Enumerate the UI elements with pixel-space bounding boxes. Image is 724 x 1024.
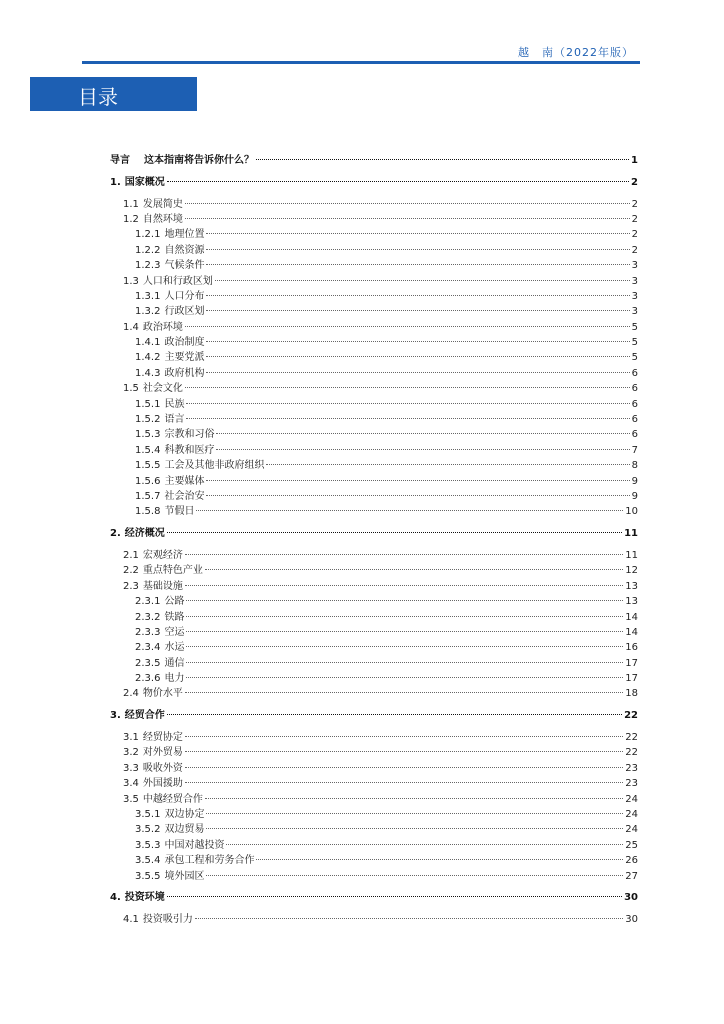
toc-entry-number: 3.4 [123,778,139,790]
toc-entry-number: 1.5.1 [135,398,161,410]
toc-entry-title: 通信 [164,657,185,669]
toc-entry-title: 主要党派 [164,352,205,364]
toc-entry-page: 22 [625,732,638,744]
toc-entry-number: 3.5 [123,793,139,805]
toc-entry[interactable] [110,640,638,655]
toc-entry[interactable] [110,175,638,190]
toc-entry-number: 2.3.2 [135,611,161,623]
header-title: 越 南（2022年版） [518,46,634,59]
toc-entry-number: 1.4.3 [135,367,161,379]
toc-entry-number: 2.4 [123,688,139,700]
toc-entry-title: 国家概况 [124,176,165,188]
toc-dot-leader [185,751,623,752]
toc-entry-page: 23 [625,762,638,774]
toc-entry-title: 自然资源 [164,244,205,256]
toc-dot-leader [185,692,623,693]
toc-entry-number: 3.5.2 [135,824,161,836]
toc-entry-title: 中国对越投资 [164,839,225,851]
toc-dot-leader [206,249,629,250]
toc-entry[interactable] [110,890,638,905]
toc-dot-leader [216,449,629,450]
toc-entry-number: 1.5.6 [135,475,161,487]
toc-dot-leader [206,813,623,814]
toc-entry[interactable] [110,350,638,365]
toc-entry-title: 吸收外资 [142,762,183,774]
toc-entry-title: 公路 [164,596,185,608]
toc-entry-title: 政治制度 [164,337,205,349]
toc-entry-number: 1.4 [123,321,139,333]
toc-entry-page: 30 [625,914,638,926]
toc-entry[interactable] [110,489,638,504]
toc-entry-number: 1.5.4 [135,444,161,456]
toc-entry-number: 1.5.5 [135,460,161,472]
toc-entry-page: 22 [625,747,638,759]
toc-entry-title: 水运 [164,642,185,654]
toc-entry-page: 2 [631,176,638,188]
toc-entry[interactable] [110,504,638,519]
toc-dot-leader [256,159,629,160]
toc-entry[interactable] [110,335,638,350]
toc-dot-leader [195,918,623,919]
toc-entry-title: 电力 [164,673,185,685]
toc-entry-title: 投资环境 [124,892,165,904]
toc-entry-page: 8 [631,460,638,472]
toc-dot-leader [186,418,629,419]
toc-entry[interactable] [110,243,638,258]
toc-entry-number: 导言 [110,155,130,166]
toc-entry-number: 2. [110,528,121,540]
toc-entry-title: 人口分布 [164,290,205,302]
toc-entry-title: 宗教和习俗 [164,429,215,441]
toc-dot-leader [185,782,623,783]
toc-dot-leader [185,387,630,388]
toc-entry-title: 人口和行政区划 [142,275,213,287]
toc-dot-leader [185,326,630,327]
toc-entry[interactable] [110,656,638,671]
toc-entry-title: 气候条件 [164,260,205,272]
toc-dot-leader [206,233,629,234]
toc-entry[interactable] [110,443,638,458]
toc-entry-number: 1.2.3 [135,260,161,272]
toc-entry-number: 3.3 [123,762,139,774]
toc-entry-number: 1.5.8 [135,506,161,518]
toc-entry[interactable] [110,594,638,609]
toc-entry[interactable] [110,745,638,760]
toc-dot-leader [186,600,623,601]
toc-dot-leader [205,798,623,799]
toc-entry-page: 7 [631,444,638,456]
toc-entry-number: 1. [110,176,121,188]
toc-entry-number: 1.5.2 [135,414,161,426]
toc-dot-leader [167,896,622,897]
toc-entry-page: 6 [631,398,638,410]
toc-entry-title: 经济概况 [124,528,165,540]
toc-dot-leader [186,631,623,632]
toc-entry-number: 3.5.1 [135,808,161,820]
toc-entry-number: 1.5.7 [135,490,161,502]
toc-entry-page: 2 [631,244,638,256]
toc-entry[interactable] [110,458,638,473]
toc-dot-leader [206,480,629,481]
toc-entry-title: 节假日 [164,506,195,518]
toc-entry[interactable] [110,912,638,927]
toc-entry-page: 3 [631,260,638,272]
toc-entry-page: 27 [625,870,638,882]
toc-entry-title: 行政区划 [164,306,205,318]
toc-entry[interactable] [110,381,638,396]
toc-entry-number: 2.3.6 [135,673,161,685]
toc-entry-page: 9 [631,490,638,502]
toc-entry-number: 3.5.5 [135,870,161,882]
toc-entry-number: 4.1 [123,914,139,926]
toc-entry[interactable] [110,853,638,868]
toc-entry-number: 1.4.2 [135,352,161,364]
toc-entry-title: 这本指南将告诉你什么？ [144,155,254,166]
toc-dot-leader [196,510,623,511]
toc-entry-title: 民族 [164,398,185,410]
toc-entry-title: 社会文化 [142,383,183,395]
toc-dot-leader [186,662,623,663]
toc-entry-page: 18 [625,688,638,700]
toc-dot-leader [216,433,629,434]
toc-entry-page: 6 [631,429,638,441]
toc-dot-leader [256,859,623,860]
toc-entry-page: 17 [625,673,638,685]
toc-entry-number: 2.3.5 [135,657,161,669]
toc-dot-leader [186,616,623,617]
toc-entry-page: 25 [625,839,638,851]
toc-entry-title: 承包工程和劳务合作 [164,855,255,867]
toc-entry-title: 地理位置 [164,229,205,241]
toc-entry-page: 2 [631,198,638,210]
toc-entry-page: 6 [631,367,638,379]
toc-entry-page: 24 [625,793,638,805]
toc-entry-page: 23 [625,778,638,790]
toc-entry-number: 3.1 [123,732,139,744]
toc-entry-page: 24 [625,824,638,836]
toc-entry-page: 11 [624,528,638,540]
toc-entry-page: 9 [631,475,638,487]
toc-entry-page: 1 [631,155,638,166]
toc-entry[interactable] [110,671,638,686]
toc-entry[interactable] [110,274,638,289]
toc-entry[interactable] [110,412,638,427]
toc-entry-title: 工会及其他非政府组织 [164,460,265,472]
toc-entry-title: 政治环境 [142,321,183,333]
toc-entry[interactable] [110,807,638,822]
toc-dot-leader [206,495,629,496]
toc-entry-number: 4. [110,892,121,904]
toc-dot-leader [206,875,623,876]
toc-entry-title: 发展简史 [142,198,183,210]
toc-entry[interactable] [110,366,638,381]
toc-entry[interactable] [110,320,638,335]
toc-entry-number: 3. [110,710,121,722]
toc-dot-leader [185,585,623,586]
toc-entry-title: 双边协定 [164,808,205,820]
toc-entry[interactable] [110,212,638,227]
toc-entry[interactable] [110,869,638,884]
toc-entry-number: 2.3 [123,580,139,592]
toc-entry[interactable] [110,792,638,807]
toc-entry[interactable] [110,427,638,442]
header-rule [82,61,640,64]
toc-dot-leader [167,532,622,533]
toc-dot-leader [206,372,629,373]
toc-entry-page: 30 [624,892,638,904]
toc-dot-leader [186,677,623,678]
toc-entry-page: 13 [625,596,638,608]
toc-entry[interactable] [110,289,638,304]
toc-dot-leader [186,646,623,647]
toc-entry[interactable] [110,563,638,578]
toc-dot-leader [206,356,629,357]
toc-entry-number: 1.3.1 [135,290,161,302]
toc-entry-page: 3 [631,290,638,302]
toc-entry[interactable] [110,838,638,853]
toc-entry-number: 3.5.3 [135,839,161,851]
toc-entry-title: 经贸合作 [124,710,165,722]
toc-dot-leader [167,181,629,182]
toc-entry-number: 1.3 [123,275,139,287]
toc-entry[interactable] [110,579,638,594]
toc-entry[interactable] [110,610,638,625]
toc-entry[interactable] [110,761,638,776]
toc-entry-title: 社会治安 [164,490,205,502]
toc-entry[interactable] [110,227,638,242]
toc-entry-number: 3.2 [123,747,139,759]
table-of-contents [110,153,638,927]
toc-entry-title: 外国援助 [142,778,183,790]
toc-entry-number: 1.5 [123,383,139,395]
toc-entry-number: 1.2.1 [135,229,161,241]
toc-entry-page: 2 [631,229,638,241]
toc-entry-page: 3 [631,275,638,287]
toc-entry-title: 经贸协定 [142,732,183,744]
toc-entry[interactable] [110,153,638,168]
toc-entry-page: 13 [625,580,638,592]
toc-entry-title: 自然环境 [142,213,183,225]
toc-entry-title: 空运 [164,626,185,638]
toc-entry[interactable] [110,258,638,273]
toc-dot-leader [206,828,623,829]
toc-entry-title: 对外贸易 [142,747,183,759]
toc-entry[interactable] [110,730,638,745]
toc-dot-leader [206,310,629,311]
toc-entry-title: 基础设施 [142,580,183,592]
toc-dot-leader [185,554,623,555]
toc-entry-page: 3 [631,306,638,318]
toc-entry-page: 16 [625,642,638,654]
toc-entry-number: 2.1 [123,549,139,561]
toc-entry-title: 投资吸引力 [142,914,193,926]
toc-entry[interactable] [110,526,638,541]
toc-entry-number: 2.3.1 [135,596,161,608]
toc-entry[interactable] [110,686,638,701]
toc-entry-page: 24 [625,808,638,820]
toc-entry-number: 2.3.4 [135,642,161,654]
toc-entry-title: 主要媒体 [164,475,205,487]
toc-entry-page: 2 [631,213,638,225]
toc-entry-page: 5 [631,321,638,333]
toc-dot-leader [206,341,629,342]
toc-entry[interactable] [110,548,638,563]
toc-dot-leader [206,264,629,265]
toc-entry-page: 14 [625,611,638,623]
toc-entry-number: 1.3.2 [135,306,161,318]
toc-entry[interactable] [110,625,638,640]
toc-entry-page: 6 [631,414,638,426]
toc-entry-number: 3.5.4 [135,855,161,867]
toc-entry[interactable] [110,304,638,319]
toc-entry[interactable] [110,822,638,837]
toc-entry-page: 14 [625,626,638,638]
toc-entry-title: 物价水平 [142,688,183,700]
toc-entry-title: 政府机构 [164,367,205,379]
toc-entry-title: 境外园区 [164,870,205,882]
toc-entry-number: 2.3.3 [135,626,161,638]
toc-entry[interactable] [110,708,638,723]
toc-entry-page: 5 [631,337,638,349]
toc-dot-leader [215,280,630,281]
toc-entry-title: 双边贸易 [164,824,205,836]
toc-entry-number: 2.2 [123,565,139,577]
toc-dot-leader [206,295,629,296]
toc-entry-page: 6 [631,383,638,395]
toc-banner [30,77,197,111]
toc-entry-page: 22 [624,710,638,722]
toc-entry[interactable] [110,397,638,412]
toc-dot-leader [185,767,623,768]
toc-entry-number: 1.1 [123,198,139,210]
toc-entry-page: 11 [625,549,638,561]
toc-entry-title: 重点特色产业 [142,565,203,577]
toc-entry[interactable] [110,197,638,212]
toc-entry-number: 1.4.1 [135,337,161,349]
toc-dot-leader [185,218,630,219]
toc-banner-title: 目录 [78,85,118,109]
toc-entry-number: 1.2.2 [135,244,161,256]
toc-entry-number: 1.5.3 [135,429,161,441]
toc-entry-title: 中越经贸合作 [142,793,203,805]
toc-entry-page: 12 [625,565,638,577]
toc-entry-page: 5 [631,352,638,364]
toc-entry-number: 1.2 [123,213,139,225]
toc-entry-page: 17 [625,657,638,669]
toc-entry[interactable] [110,776,638,791]
toc-dot-leader [205,569,623,570]
toc-entry-title: 科教和医疗 [164,444,215,456]
toc-entry[interactable] [110,474,638,489]
toc-dot-leader [266,464,629,465]
toc-entry-title: 铁路 [164,611,185,623]
toc-entry-page: 10 [625,506,638,518]
toc-entry-title: 宏观经济 [142,549,183,561]
toc-dot-leader [185,203,630,204]
toc-dot-leader [167,714,622,715]
toc-dot-leader [226,844,623,845]
toc-dot-leader [185,736,623,737]
toc-dot-leader [186,403,629,404]
toc-entry-page: 26 [625,855,638,867]
toc-entry-title: 语言 [164,414,185,426]
